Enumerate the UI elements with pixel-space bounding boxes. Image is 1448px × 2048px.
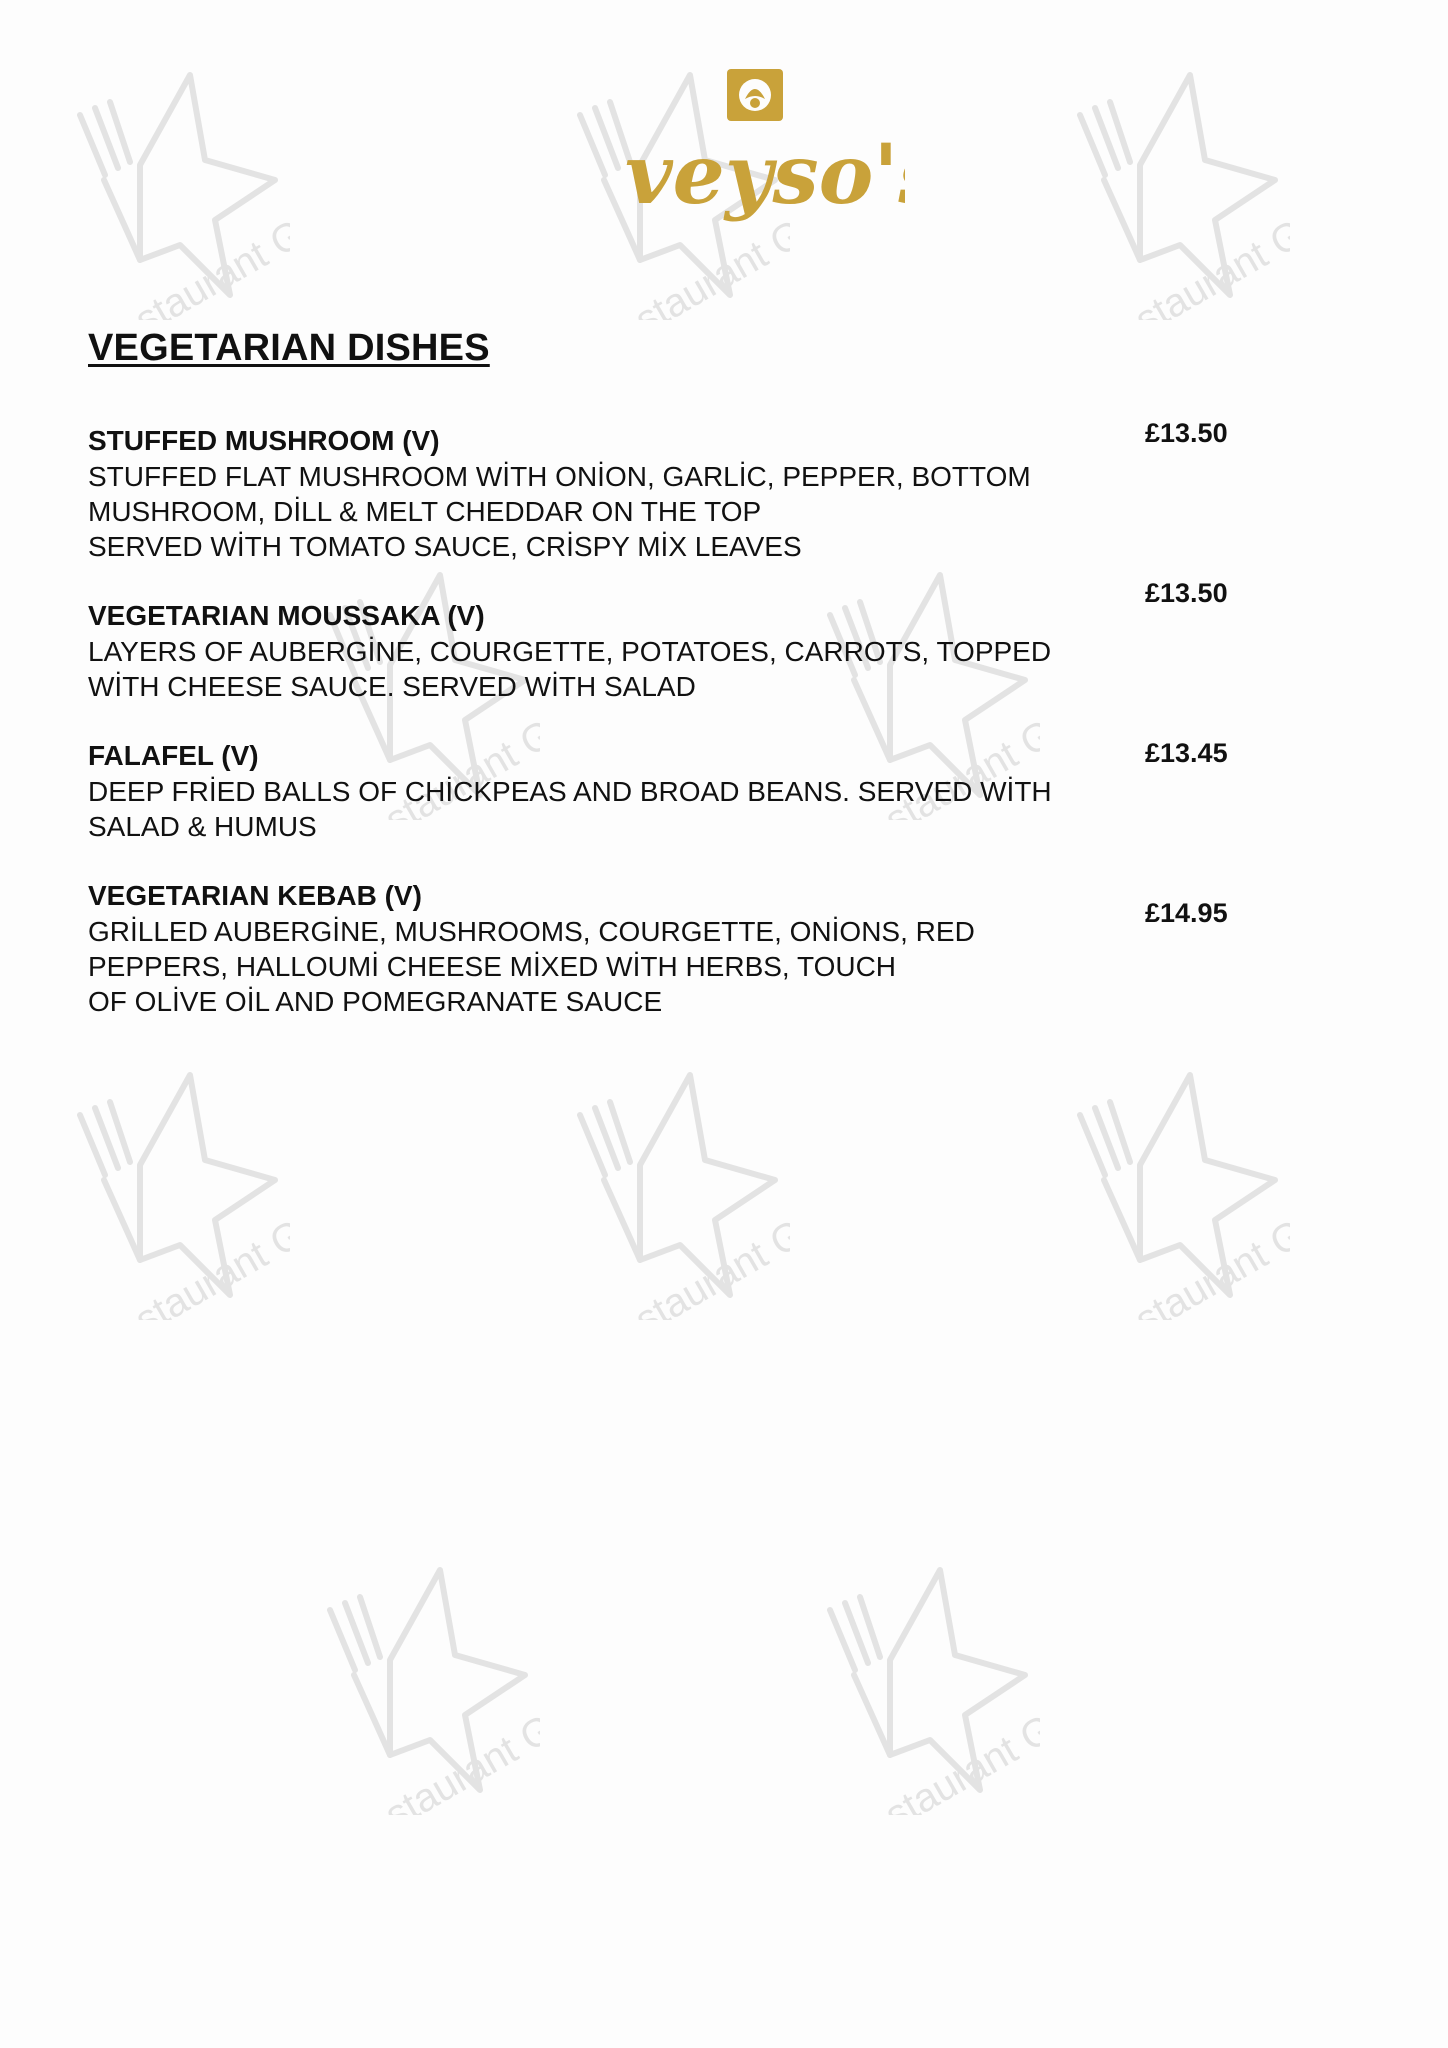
watermark xyxy=(60,60,290,320)
watermark xyxy=(1060,1060,1290,1320)
watermark xyxy=(810,1555,1040,1815)
item-price: £14.95 xyxy=(1145,898,1228,928)
item-price: £13.50 xyxy=(1145,418,1228,448)
item-name: VEGETARIAN KEBAB (V) xyxy=(88,880,422,911)
item-description: GRİLLED AUBERGİNE, MUSHROOMS, COURGETTE, ONİONS, RED PEPPERS, HALLOUMİ CHEESE MİXED WİTH HERBS, TOUCH OF OLİVE OİL AND POMEGRANATE SAUCE xyxy=(88,916,975,1017)
svg-text:Restaurant Guru: Restaurant Guru xyxy=(1083,182,1290,320)
svg-text:Restaurant Guru: Restaurant Guru xyxy=(83,182,290,320)
item-price: £13.45 xyxy=(1145,738,1228,768)
item-description: LAYERS OF AUBERGİNE, COURGETTE, POTATOES, CARROTS, TOPPED WİTH CHEESE SAUCE. SERVED WİTH SALAD xyxy=(88,636,1052,702)
watermark xyxy=(560,1060,790,1320)
watermark xyxy=(60,1060,290,1320)
restaurant-logo xyxy=(615,65,905,235)
item-name: STUFFED MUSHROOM (V) xyxy=(88,425,440,456)
svg-text:veyso's: veyso' xyxy=(625,127,899,223)
svg-text:Restaurant Guru: Restaurant Guru xyxy=(83,1182,290,1320)
svg-text:Restaurant Guru: Restaurant Guru xyxy=(583,1182,790,1320)
item-description: STUFFED FLAT MUSHROOM WİTH ONİON, GARLİC, PEPPER, BOTTOM MUSHROOM, DİLL & MELT CHEDDAR ON THE TOP SERVED WİTH TOMATO SAUCE, CRİSPY MİX LEAVES xyxy=(88,461,1031,562)
watermark xyxy=(310,1555,540,1815)
svg-text:Restaurant Guru: Restaurant Guru xyxy=(1083,1182,1290,1320)
svg-text:Restaurant Guru: Restaurant Guru xyxy=(833,682,1040,820)
section-title: VEGETARIAN DISHES xyxy=(88,327,490,369)
item-price: £13.50 xyxy=(1145,578,1228,608)
item-description: DEEP FRİED BALLS OF CHİCKPEAS AND BROAD BEANS. SERVED WİTH SALAD & HUMUS xyxy=(88,776,1052,842)
svg-text:Restaurant Guru: Restaurant Guru xyxy=(833,1677,1040,1815)
item-name: VEGETARIAN MOUSSAKA (V) xyxy=(88,600,485,631)
watermark xyxy=(1060,60,1290,320)
svg-text:Restaurant Guru: Restaurant Guru xyxy=(333,682,540,820)
item-name: FALAFEL (V) xyxy=(88,740,259,771)
svg-text:Restaurant Guru: Restaurant Guru xyxy=(333,1677,540,1815)
svg-text:Restaurant Guru: Restaurant Guru xyxy=(583,182,790,320)
logo-emblem-icon xyxy=(727,69,783,121)
